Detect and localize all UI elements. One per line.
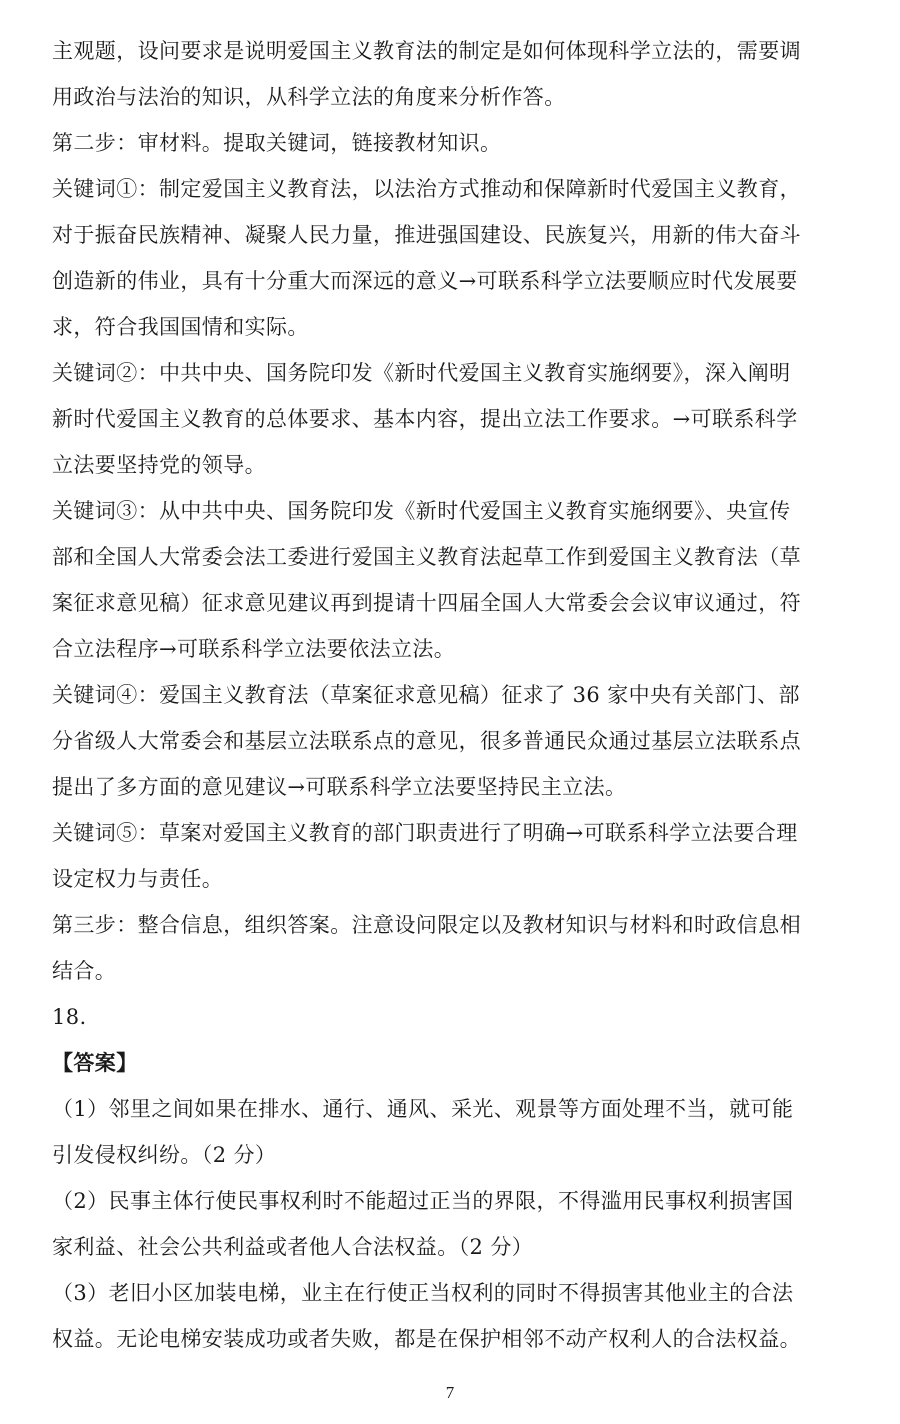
text-line: 立法要坚持党的领导。	[52, 453, 266, 477]
text-line: 关键词④：爱国主义教育法（草案征求意见稿）征求了 36 家中央有关部门、部	[52, 683, 800, 707]
text-line: 创造新的伟业，具有十分重大而深远的意义→可联系科学立法要顺应时代发展要	[52, 269, 798, 293]
text-line: 分省级人大常委会和基层立法联系点的意见，很多普通民众通过基层立法联系点	[52, 729, 801, 753]
text-line: 关键词③：从中共中央、国务院印发《新时代爱国主义教育实施纲要》、央宣传	[52, 499, 791, 523]
text-line: 第三步：整合信息，组织答案。注意设问限定以及教材知识与材料和时政信息相	[52, 913, 801, 937]
answer-line: 权益。无论电梯安装成功或者失败，都是在保护相邻不动产权利人的合法权益。	[52, 1327, 801, 1351]
text-line: 部和全国人大常委会法工委进行爱国主义教育法起草工作到爱国主义教育法（草	[52, 545, 801, 569]
page-number: 7	[445, 1383, 455, 1402]
answer-line: 引发侵权纠纷。（2 分）	[52, 1143, 277, 1167]
question-number: 18.	[52, 1005, 87, 1029]
text-line: 用政治与法治的知识，从科学立法的角度来分析作答。	[52, 85, 566, 109]
text-line: 对于振奋民族精神、凝聚人民力量，推进强国建设、民族复兴，用新的伟大奋斗	[52, 223, 801, 247]
text-line: 案征求意见稿）征求意见建议再到提请十四届全国人大常委会会议审议通过，符	[52, 591, 801, 615]
text-line: 关键词①：制定爱国主义教育法，以法治方式推动和保障新时代爱国主义教育，	[52, 177, 801, 201]
answer-line: （2）民事主体行使民事权利时不能超过正当的界限，不得滥用民事权利损害国	[52, 1189, 794, 1213]
text-line: 关键词⑤：草案对爱国主义教育的部门职责进行了明确→可联系科学立法要合理	[52, 821, 798, 845]
answer-line: （1）邻里之间如果在排水、通行、通风、采光、观景等方面处理不当，就可能	[52, 1097, 794, 1121]
text-line: 提出了多方面的意见建议→可联系科学立法要坚持民主立法。	[52, 775, 627, 799]
text-line: 合立法程序→可联系科学立法要依法立法。	[52, 637, 456, 661]
text-line: 设定权力与责任。	[52, 867, 224, 891]
answer-line: 家利益、社会公共利益或者他人合法权益。（2 分）	[52, 1235, 534, 1259]
text-line: 关键词②：中共中央、国务院印发《新时代爱国主义教育实施纲要》，深入阐明	[52, 361, 791, 385]
answer-heading: 【答案】	[52, 1050, 138, 1075]
text-line: 主观题，设问要求是说明爱国主义教育法的制定是如何体现科学立法的，需要调	[52, 39, 801, 63]
text-line: 求，符合我国国情和实际。	[52, 315, 309, 339]
text-line: 第二步：审材料。提取关键词，链接教材知识。	[52, 131, 502, 155]
text-line: 新时代爱国主义教育的总体要求、基本内容，提出立法工作要求。→可联系科学	[52, 407, 798, 431]
answer-line: （3）老旧小区加装电梯，业主在行使正当权利的同时不得损害其他业主的合法	[52, 1281, 794, 1305]
text-line: 结合。	[52, 959, 117, 983]
